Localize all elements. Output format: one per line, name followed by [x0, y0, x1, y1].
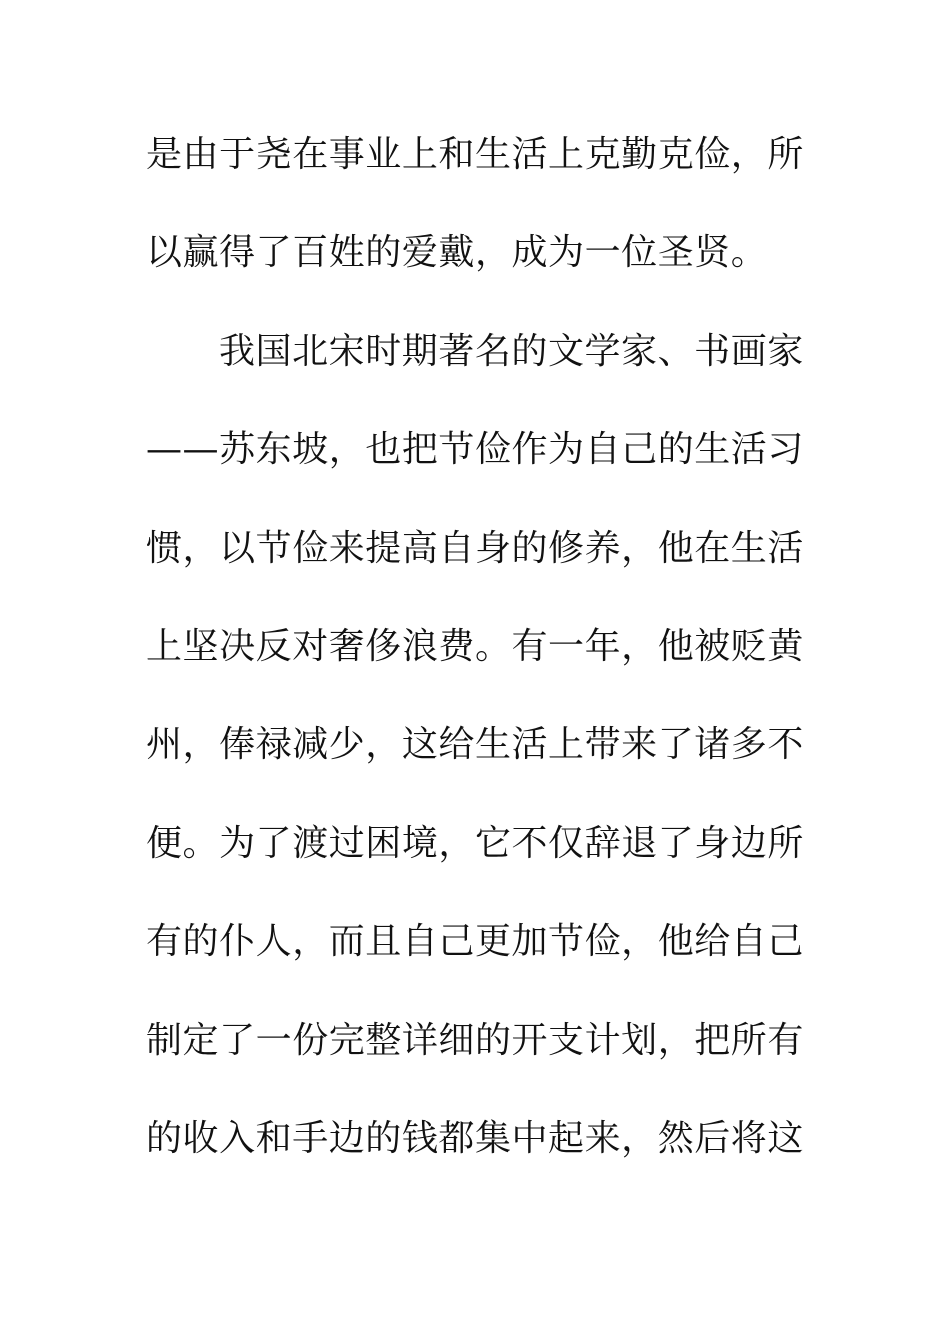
text-line: 制定了一份完整详细的开支计划，把所有 [146, 1019, 804, 1061]
text-line: ——苏东坡，也把节俭作为自己的生活习 [146, 429, 804, 471]
text-line: 的收入和手边的钱都集中起来，然后将这 [146, 1117, 804, 1159]
text-line: 上坚决反对奢侈浪费。有一年，他被贬黄 [146, 625, 804, 667]
body-text [146, 126, 808, 1208]
text-line: 惯，以节俭来提高自身的修养，他在生活 [146, 527, 804, 569]
text-line: 便。为了渡过困境，它不仅辞退了身边所 [146, 822, 804, 864]
paragraph-first-line: 我国北宋时期著名的文学家、书画家 [219, 330, 804, 372]
text-line: 是由于尧在事业上和生活上克勤克俭，所 [146, 134, 804, 175]
text-line: 州，俸禄减少，这给生活上带来了诸多不 [146, 724, 804, 766]
text-line: 以赢得了百姓的爱戴，成为一位圣贤。 [146, 232, 768, 274]
text-line: 有的仆人，而且自己更加节俭，他给自己 [146, 921, 804, 963]
